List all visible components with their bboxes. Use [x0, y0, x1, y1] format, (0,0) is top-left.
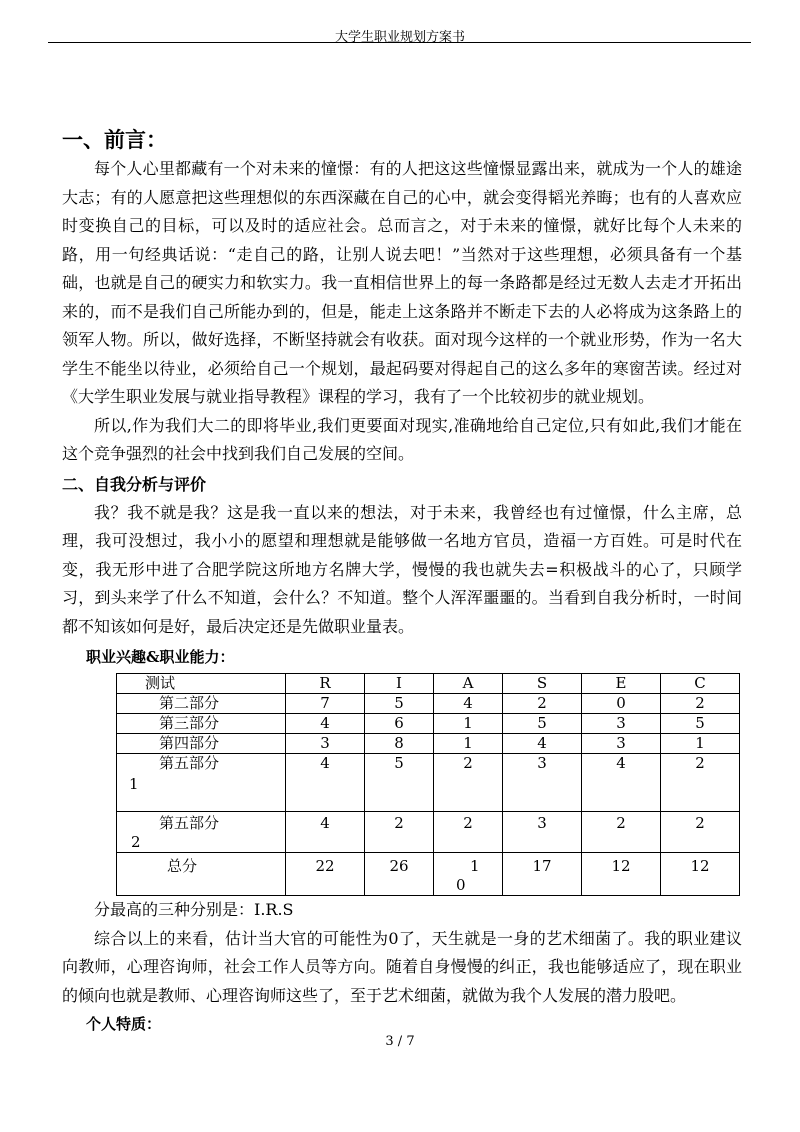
table-cell-label-line: 第五部分	[159, 754, 220, 772]
table-cell-label-line: 1	[129, 775, 139, 793]
self-analysis-paragraph-2: 综合以上的来看，估计当大官的可能性为0了，天生就是一身的艺术细菌了。我的职业建议向教师，心理咨询师，社会工作人员等方向。随着自身慢慢的纠正，我也能够适应了，现在职业的倾向也就是教师、心理咨询师这些了，至于艺术细菌，就做为我个人发展的潜力股吧。	[62, 928, 742, 1005]
table-cell: 8	[365, 734, 434, 754]
header-rule	[48, 42, 751, 43]
section-heading-preface: 一、前言：	[62, 127, 167, 152]
table-cell: 12	[582, 853, 661, 896]
table-cell: 2	[434, 754, 503, 812]
preface-paragraph-1: 每个人心里都藏有一个对未来的憧憬：有的人把这这些憧憬显露出来，就成为一个人的雄途大志；有的人愿意把这些理想似的东西深藏在自己的心中，就会变得韬光养晦；也有的人喜欢应时变换自己的目标，可以及时的适应社会。总而言之，对于未来的憧憬，就好比每个人未来的路，用一句经典话说：“走自己的路，让别人说去吧！”当然对于这些理想，必须具备有一个基础，也就是自己的硬实力和软实力。我一直相信世界上的每一条路都是经过无数人去走才开拓出来的，而不是我们自己所能办到的，但是，能走上这条路并不断走下去的人必将成为这条路上的领军人物。所以，做好选择，不断坚持就会有收获。面对现今这样的一个就业形势，作为一名大学生不能坐以待业，必须给自己一个规划，最起码要对得起自己的这么多年的寒窗苦读。经过对《大学生职业发展与就业指导教程》课程的学习，我有了一个比较初步的就业规划。	[62, 159, 742, 406]
table-cell: 22	[286, 853, 365, 896]
table-cell: 1	[661, 734, 740, 754]
table-cell-label: 第三部分	[117, 714, 286, 734]
table-cell: 2	[365, 812, 434, 853]
table-header-cell: A	[434, 674, 503, 694]
table-cell-value-overflow: 0	[456, 876, 466, 894]
preface-paragraph-2: 所以,作为我们大二的即将毕业,我们更要面对现实,准确地给自己定位,只有如此,我们才能在这个竞争强烈的社会中找到我们自己发展的空间。	[62, 415, 742, 463]
table-cell: 3	[582, 714, 661, 734]
self-analysis-paragraph-1: 我？我不就是我？这是我一直以来的想法，对于未来，我曾经也有过憧憬，什么主席，总理，我可没想过，我小小的愿望和理想就是能够做一名地方官员，造福一方百姓。可是时代在变，我无形中进了合肥学院这所地方名牌大学，慢慢的我也就失去=积极战斗的心了，只顾学习，到头来学了什么不知道，会什么？不知道。整个人浑浑噩噩的。当看到自我分析时，一时间都不知该如何是好，最后决定还是先做职业量表。	[62, 502, 742, 636]
table-cell: 17	[503, 853, 582, 896]
table-header-cell: S	[503, 674, 582, 694]
table-header-cell: C	[661, 674, 740, 694]
career-test-table	[116, 673, 740, 896]
table-row	[117, 714, 740, 734]
table-row-total	[117, 853, 740, 896]
table-cell-label: 第四部分	[117, 734, 286, 754]
table-cell: 3	[582, 734, 661, 754]
table-header-cell: 测试	[117, 674, 286, 694]
table-header-cell: R	[286, 674, 365, 694]
table-cell-label-line: 第五部分	[159, 814, 220, 832]
table-cell: 4	[286, 754, 365, 812]
table-cell: 2	[434, 812, 503, 853]
section-heading-self-analysis: 二、自我分析与评价	[62, 474, 207, 494]
subheading-interest-ability: 职业兴趣&职业能力：	[86, 648, 235, 666]
table-row	[117, 694, 740, 714]
page-header-title: 大学生职业规划方案书	[334, 30, 465, 45]
table-cell: 1	[434, 714, 503, 734]
table-cell: 3	[503, 812, 582, 853]
table-cell: 1	[434, 734, 503, 754]
table-cell: 3	[503, 754, 582, 812]
table-cell-value: 1	[470, 857, 480, 875]
table-cell: 2	[661, 694, 740, 714]
table-cell: 5	[661, 714, 740, 734]
table-cell: 5	[365, 754, 434, 812]
table-header-row	[117, 674, 740, 694]
table-cell: 26	[365, 853, 434, 896]
table-cell: 7	[286, 694, 365, 714]
table-cell: 4	[582, 754, 661, 812]
table-row	[117, 812, 740, 853]
table-cell: 4	[286, 714, 365, 734]
table-cell: 0	[582, 694, 661, 714]
table-cell: 2	[503, 694, 582, 714]
table-cell: 5	[365, 694, 434, 714]
top-three-result: 分最高的三种分别是：I.R.S	[94, 900, 294, 919]
table-cell-label: 第二部分	[117, 694, 286, 714]
subheading-personal-traits: 个人特质：	[86, 1015, 162, 1033]
table-row	[117, 754, 740, 812]
table-cell	[434, 853, 503, 896]
table-cell-label-line: 2	[131, 833, 141, 851]
table-cell: 12	[661, 853, 740, 896]
table-header-cell: I	[365, 674, 434, 694]
table-cell: 3	[286, 734, 365, 754]
table-cell: 2	[661, 812, 740, 853]
table-cell: 4	[503, 734, 582, 754]
table-row	[117, 734, 740, 754]
table-cell: 2	[582, 812, 661, 853]
table-cell: 5	[503, 714, 582, 734]
document-body	[62, 125, 742, 1036]
table-header-cell: E	[582, 674, 661, 694]
table-cell-label	[117, 812, 286, 853]
table-cell: 4	[434, 694, 503, 714]
table-cell-label: 总分	[117, 853, 286, 896]
table-cell-label	[117, 754, 286, 812]
page-number: 3 / 7	[385, 1034, 415, 1049]
table-cell: 4	[286, 812, 365, 853]
table-cell: 2	[661, 754, 740, 812]
table-cell: 6	[365, 714, 434, 734]
